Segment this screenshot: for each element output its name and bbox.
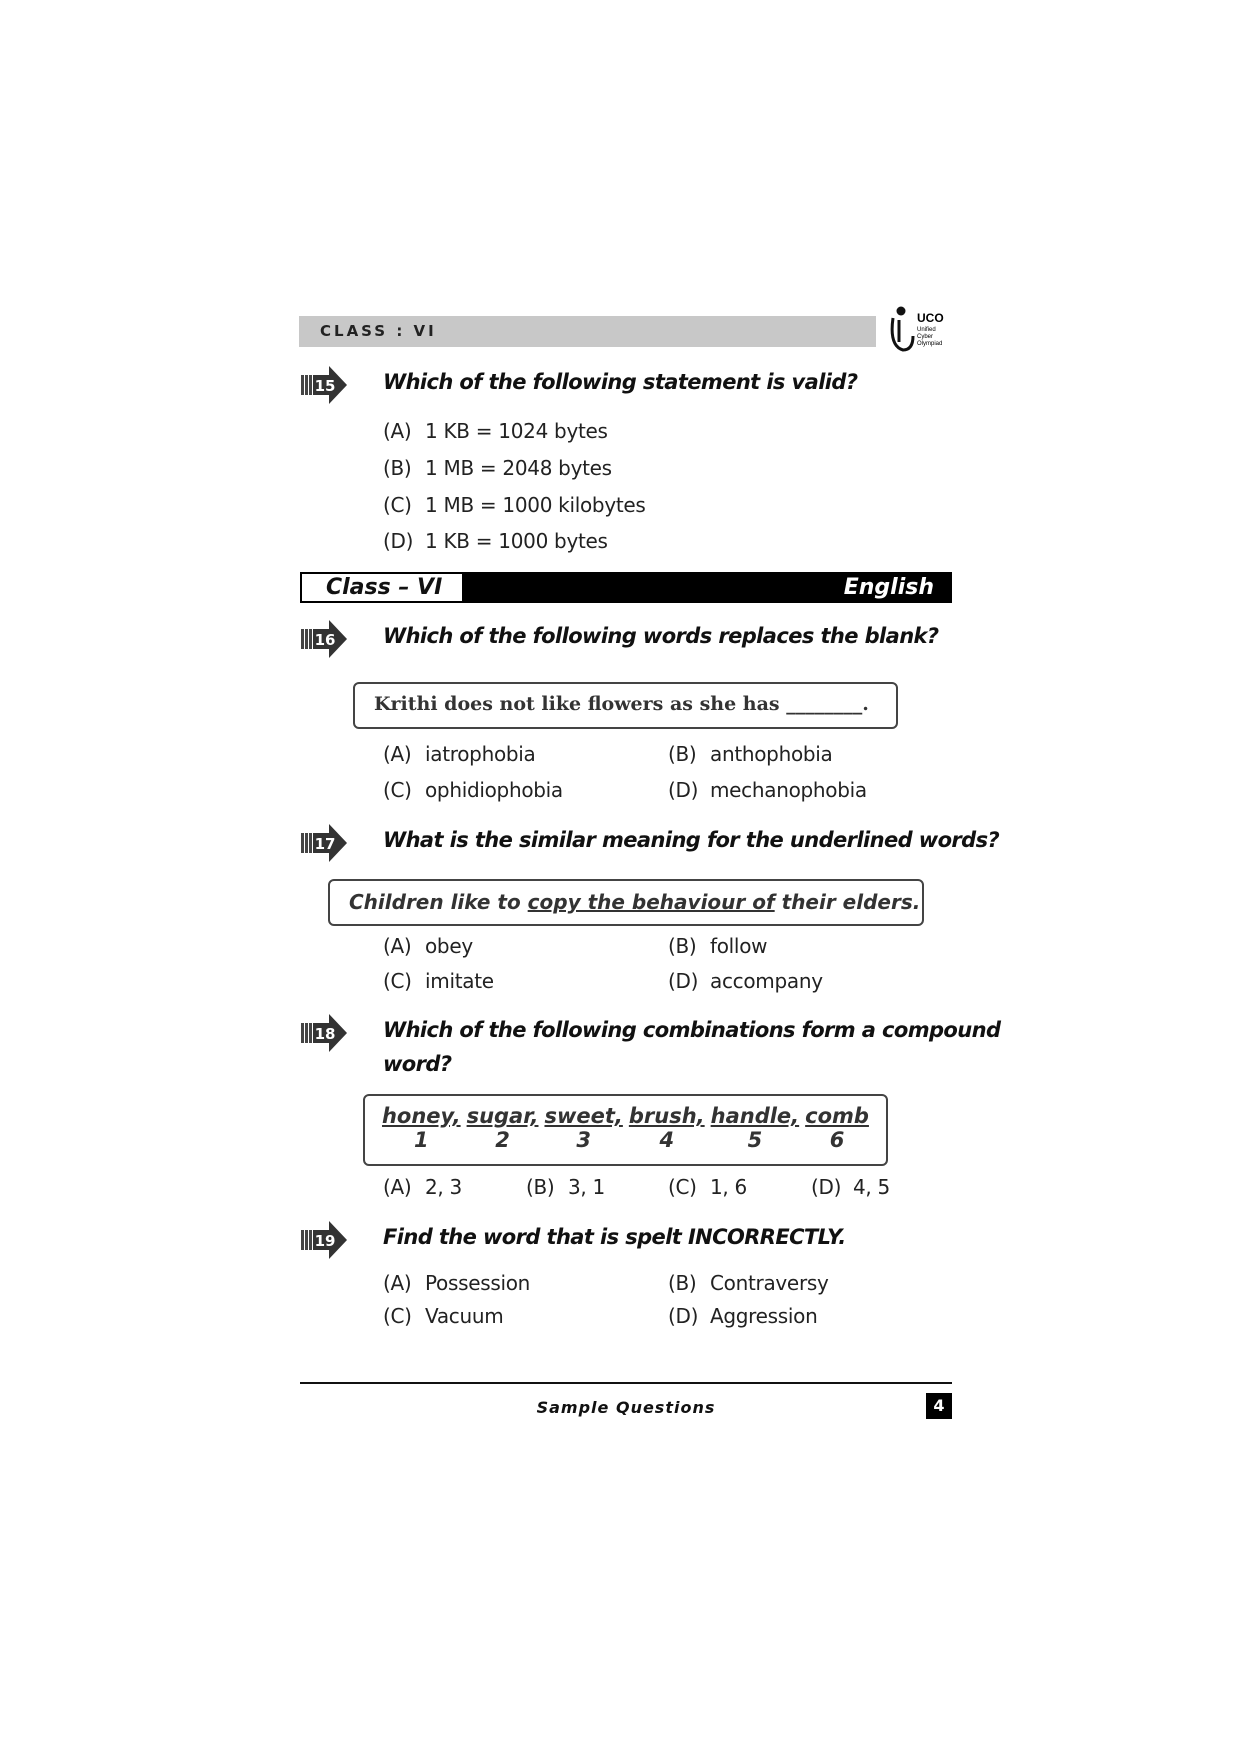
option-16-d[interactable]: (D) mechanophobia [668,778,867,802]
option-19-c[interactable]: (C) Vacuum [383,1304,504,1328]
option-19-b[interactable]: (B) Contraversy [668,1271,829,1295]
footer-divider [300,1382,952,1384]
svg-text:16: 16 [314,631,336,649]
option-16-c[interactable]: (C) ophidiophobia [383,778,563,802]
option-15-b[interactable]: (B) 1 MB = 2048 bytes [383,456,612,480]
svg-text:17: 17 [314,835,336,853]
question-15-text: Which of the following statement is valid? [383,370,858,394]
question-number-18 [301,1014,347,1052]
option-17-c[interactable]: (C) imitate [383,969,494,993]
word-box [363,1094,888,1166]
option-16-a[interactable]: (A) iatrophobia [383,742,536,766]
word-4: brush, 4 [628,1104,705,1152]
class-header-bar [299,316,876,347]
question-number-17 [301,824,347,862]
question-16-text: Which of the following words replaces the blank? [383,624,939,648]
option-15-c[interactable]: (C) 1 MB = 1000 kilobytes [383,493,646,517]
option-15-a[interactable]: (A) 1 KB = 1024 bytes [383,419,608,443]
word-5: handle, 5 [710,1104,800,1152]
option-17-d[interactable]: (D) accompany [668,969,823,993]
svg-text:Olympiad: Olympiad [917,341,943,347]
option-16-b[interactable]: (B) anthophobia [668,742,833,766]
option-18-a[interactable]: (A) 2, 3 [383,1175,462,1199]
question-19-text: Find the word that is spelt INCORRECTLY. [383,1225,846,1249]
svg-text:Cyber: Cyber [917,334,934,340]
option-18-c[interactable]: (C) 1, 6 [668,1175,747,1199]
sentence-box: Krithi does not like flowers as she has ________. [353,682,898,729]
word-2: sugar, 2 [466,1104,539,1152]
option-19-a[interactable]: (A) Possession [383,1271,531,1295]
class-label: CLASS : VI [320,322,437,340]
word-1: honey, 1 [381,1104,461,1152]
word-6: comb 6 [805,1104,869,1152]
option-17-b[interactable]: (B) follow [668,934,768,958]
section-class-label: Class – VI [326,575,443,600]
uco-logo [887,306,953,354]
question-18-text: Which of the following combinations form a compound [383,1018,1001,1042]
svg-text:UCO: UCO [917,311,944,325]
svg-text:15: 15 [314,377,336,395]
footer-label: Sample Questions [536,1398,716,1417]
option-19-d[interactable]: (D) Aggression [668,1304,818,1328]
sentence-box: Children like to copy the behaviour of their elders. [328,879,924,926]
option-18-b[interactable]: (B) 3, 1 [526,1175,605,1199]
question-number-19 [301,1221,347,1259]
option-18-d[interactable]: (D) 4, 5 [811,1175,890,1199]
svg-text:Unified: Unified [917,327,936,333]
question-18-text-cont: word? [383,1052,452,1076]
question-number-16 [301,620,347,658]
page-number: 4 [926,1393,952,1419]
svg-text:19: 19 [314,1232,336,1250]
option-15-d[interactable]: (D) 1 KB = 1000 bytes [383,529,608,553]
section-bar [300,572,952,603]
svg-text:18: 18 [314,1025,336,1043]
option-17-a[interactable]: (A) obey [383,934,473,958]
section-subject-label: English [843,575,934,600]
question-17-text: What is the similar meaning for the underlined words? [383,828,1000,852]
question-number-15 [301,366,347,404]
word-3: sweet, 3 [544,1104,623,1152]
